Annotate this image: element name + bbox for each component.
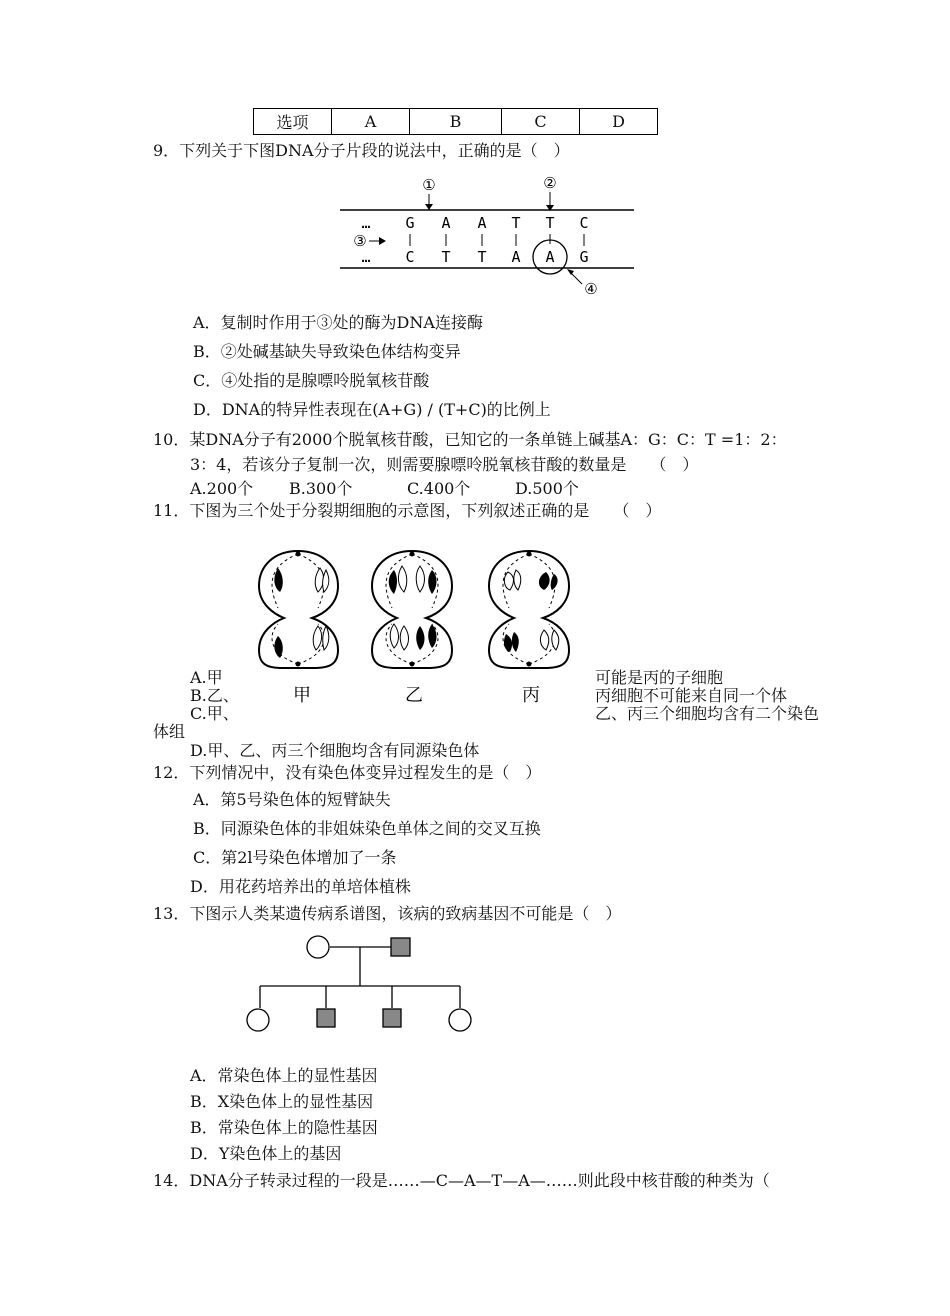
base-letter: T bbox=[477, 248, 487, 266]
base-letter: A bbox=[545, 248, 555, 266]
cell-label-jia: 甲 bbox=[293, 685, 311, 706]
cell-label-bing: 丙 bbox=[522, 685, 540, 706]
q12-option-b: B．同源染色体的非姐妹染色单体之间的交叉互换 bbox=[193, 819, 541, 838]
pedigree-male-affected bbox=[383, 1009, 401, 1027]
q12-option-c: C．第2l号染色体增加了一条 bbox=[193, 848, 397, 867]
q13-option-b: B．X染色体上的显性基因 bbox=[190, 1092, 374, 1111]
dna-fragment-figure bbox=[338, 174, 638, 298]
base-letter: G bbox=[579, 248, 589, 266]
q13-option-d: D．Y染色体上的基因 bbox=[190, 1144, 342, 1163]
q11-option-c-right: 乙、丙三个细胞均含有二个染色 bbox=[595, 704, 820, 723]
pedigree-female-unaffected bbox=[307, 936, 329, 958]
base-letter: C bbox=[579, 214, 589, 232]
base-letter: C bbox=[405, 248, 415, 266]
pedigree-female-unaffected bbox=[449, 1009, 471, 1031]
q14-stem: 14．DNA分子转录过程的一段是……—C—A—T—A—……则此段中核苷酸的种类为（ bbox=[153, 1171, 770, 1190]
q11-option-a-left: A.甲 bbox=[190, 668, 223, 687]
q10-option-c: C.400个 bbox=[407, 479, 471, 498]
pedigree-female-unaffected bbox=[247, 1009, 269, 1031]
cell-outline-yi bbox=[372, 551, 452, 668]
q10-option-a: A.200个 bbox=[190, 479, 254, 498]
q10-option-b: B.300个 bbox=[289, 479, 353, 498]
q13-option-a: A．常染色体上的显性基因 bbox=[190, 1066, 378, 1085]
q11-option-c-left: C.甲、 bbox=[190, 704, 239, 723]
q11-option-d: D.甲、乙、丙三个细胞均含有同源染色体 bbox=[190, 741, 480, 760]
cell-outline-bing bbox=[489, 551, 569, 668]
q11-option-a-right: 可能是丙的子细胞 bbox=[595, 668, 724, 687]
base-letter: A bbox=[477, 214, 487, 232]
strand-ellipsis: … bbox=[361, 248, 371, 266]
q11-option-c-wrap: 体组 bbox=[153, 722, 186, 741]
q9-option-a: A．复制时作用于③处的酶为DNA连接酶 bbox=[193, 313, 483, 332]
table-cell: C bbox=[502, 109, 580, 135]
q11-option-b-left: B.乙、 bbox=[190, 686, 239, 705]
base-letter: T bbox=[511, 214, 521, 232]
q10-stem-line1: 10．某DNA分子有2000个脱氧核苷酸，已知它的一条单链上碱基A：G：C：T =1：2： bbox=[153, 430, 787, 449]
cell-label-yi: 乙 bbox=[405, 685, 423, 706]
q11-option-b-right: 丙细胞不可能来自同一个体 bbox=[595, 686, 788, 705]
q9-stem: 9．下列关于下图DNA分子片段的说法中，正确的是（ ） bbox=[153, 141, 570, 160]
q9-option-c: C．④处指的是腺嘌呤脱氧核苷酸 bbox=[193, 371, 430, 390]
q11-stem: 11．下图为三个处于分裂期细胞的示意图，下列叙述正确的是 （ ） bbox=[153, 501, 662, 520]
table-cell: D bbox=[580, 109, 658, 135]
q13-option-b2: B．常染色体上的隐性基因 bbox=[190, 1118, 378, 1137]
table-cell: B bbox=[410, 109, 502, 135]
marker-4: ④ bbox=[584, 280, 598, 298]
base-letter: T bbox=[545, 214, 555, 232]
table-cell: 选项 bbox=[254, 109, 332, 135]
dividing-cells-figure bbox=[254, 546, 584, 708]
marker-2: ② bbox=[543, 174, 557, 192]
base-letter: A bbox=[511, 248, 521, 266]
q12-option-d: D．用花药培养出的单培体植株 bbox=[190, 877, 411, 896]
base-letter: G bbox=[405, 214, 415, 232]
q10-option-d: D.500个 bbox=[515, 479, 579, 498]
q9-option-b: B．②处碱基缺失导致染色体结构变异 bbox=[193, 342, 461, 361]
marker-1: ① bbox=[422, 176, 436, 194]
options-table bbox=[253, 108, 658, 135]
table-row bbox=[254, 109, 658, 135]
strand-ellipsis: … bbox=[361, 214, 371, 232]
base-letter: T bbox=[441, 248, 451, 266]
q9-option-d: D．DNA的特异性表现在(A+G) / (T+C)的比例上 bbox=[193, 400, 551, 419]
q13-stem: 13．下图示人类某遗传病系谱图，该病的致病基因不可能是（ ） bbox=[153, 904, 622, 923]
pedigree-chart bbox=[240, 932, 480, 1036]
pedigree-male-affected bbox=[317, 1009, 335, 1027]
q12-stem: 12．下列情况中，没有染色体变异过程发生的是（ ） bbox=[153, 763, 542, 782]
marker-3: ③ bbox=[353, 232, 367, 250]
q10-stem-line2: 3：4，若该分子复制一次，则需要腺嘌呤脱氧核苷酸的数量是 （ ） bbox=[190, 455, 699, 474]
q12-option-a: A．第5号染色体的短臂缺失 bbox=[193, 790, 391, 809]
base-letter: A bbox=[441, 214, 451, 232]
table-cell: A bbox=[332, 109, 410, 135]
cell-outline-jia bbox=[259, 551, 338, 668]
pedigree-male-affected bbox=[391, 938, 410, 956]
